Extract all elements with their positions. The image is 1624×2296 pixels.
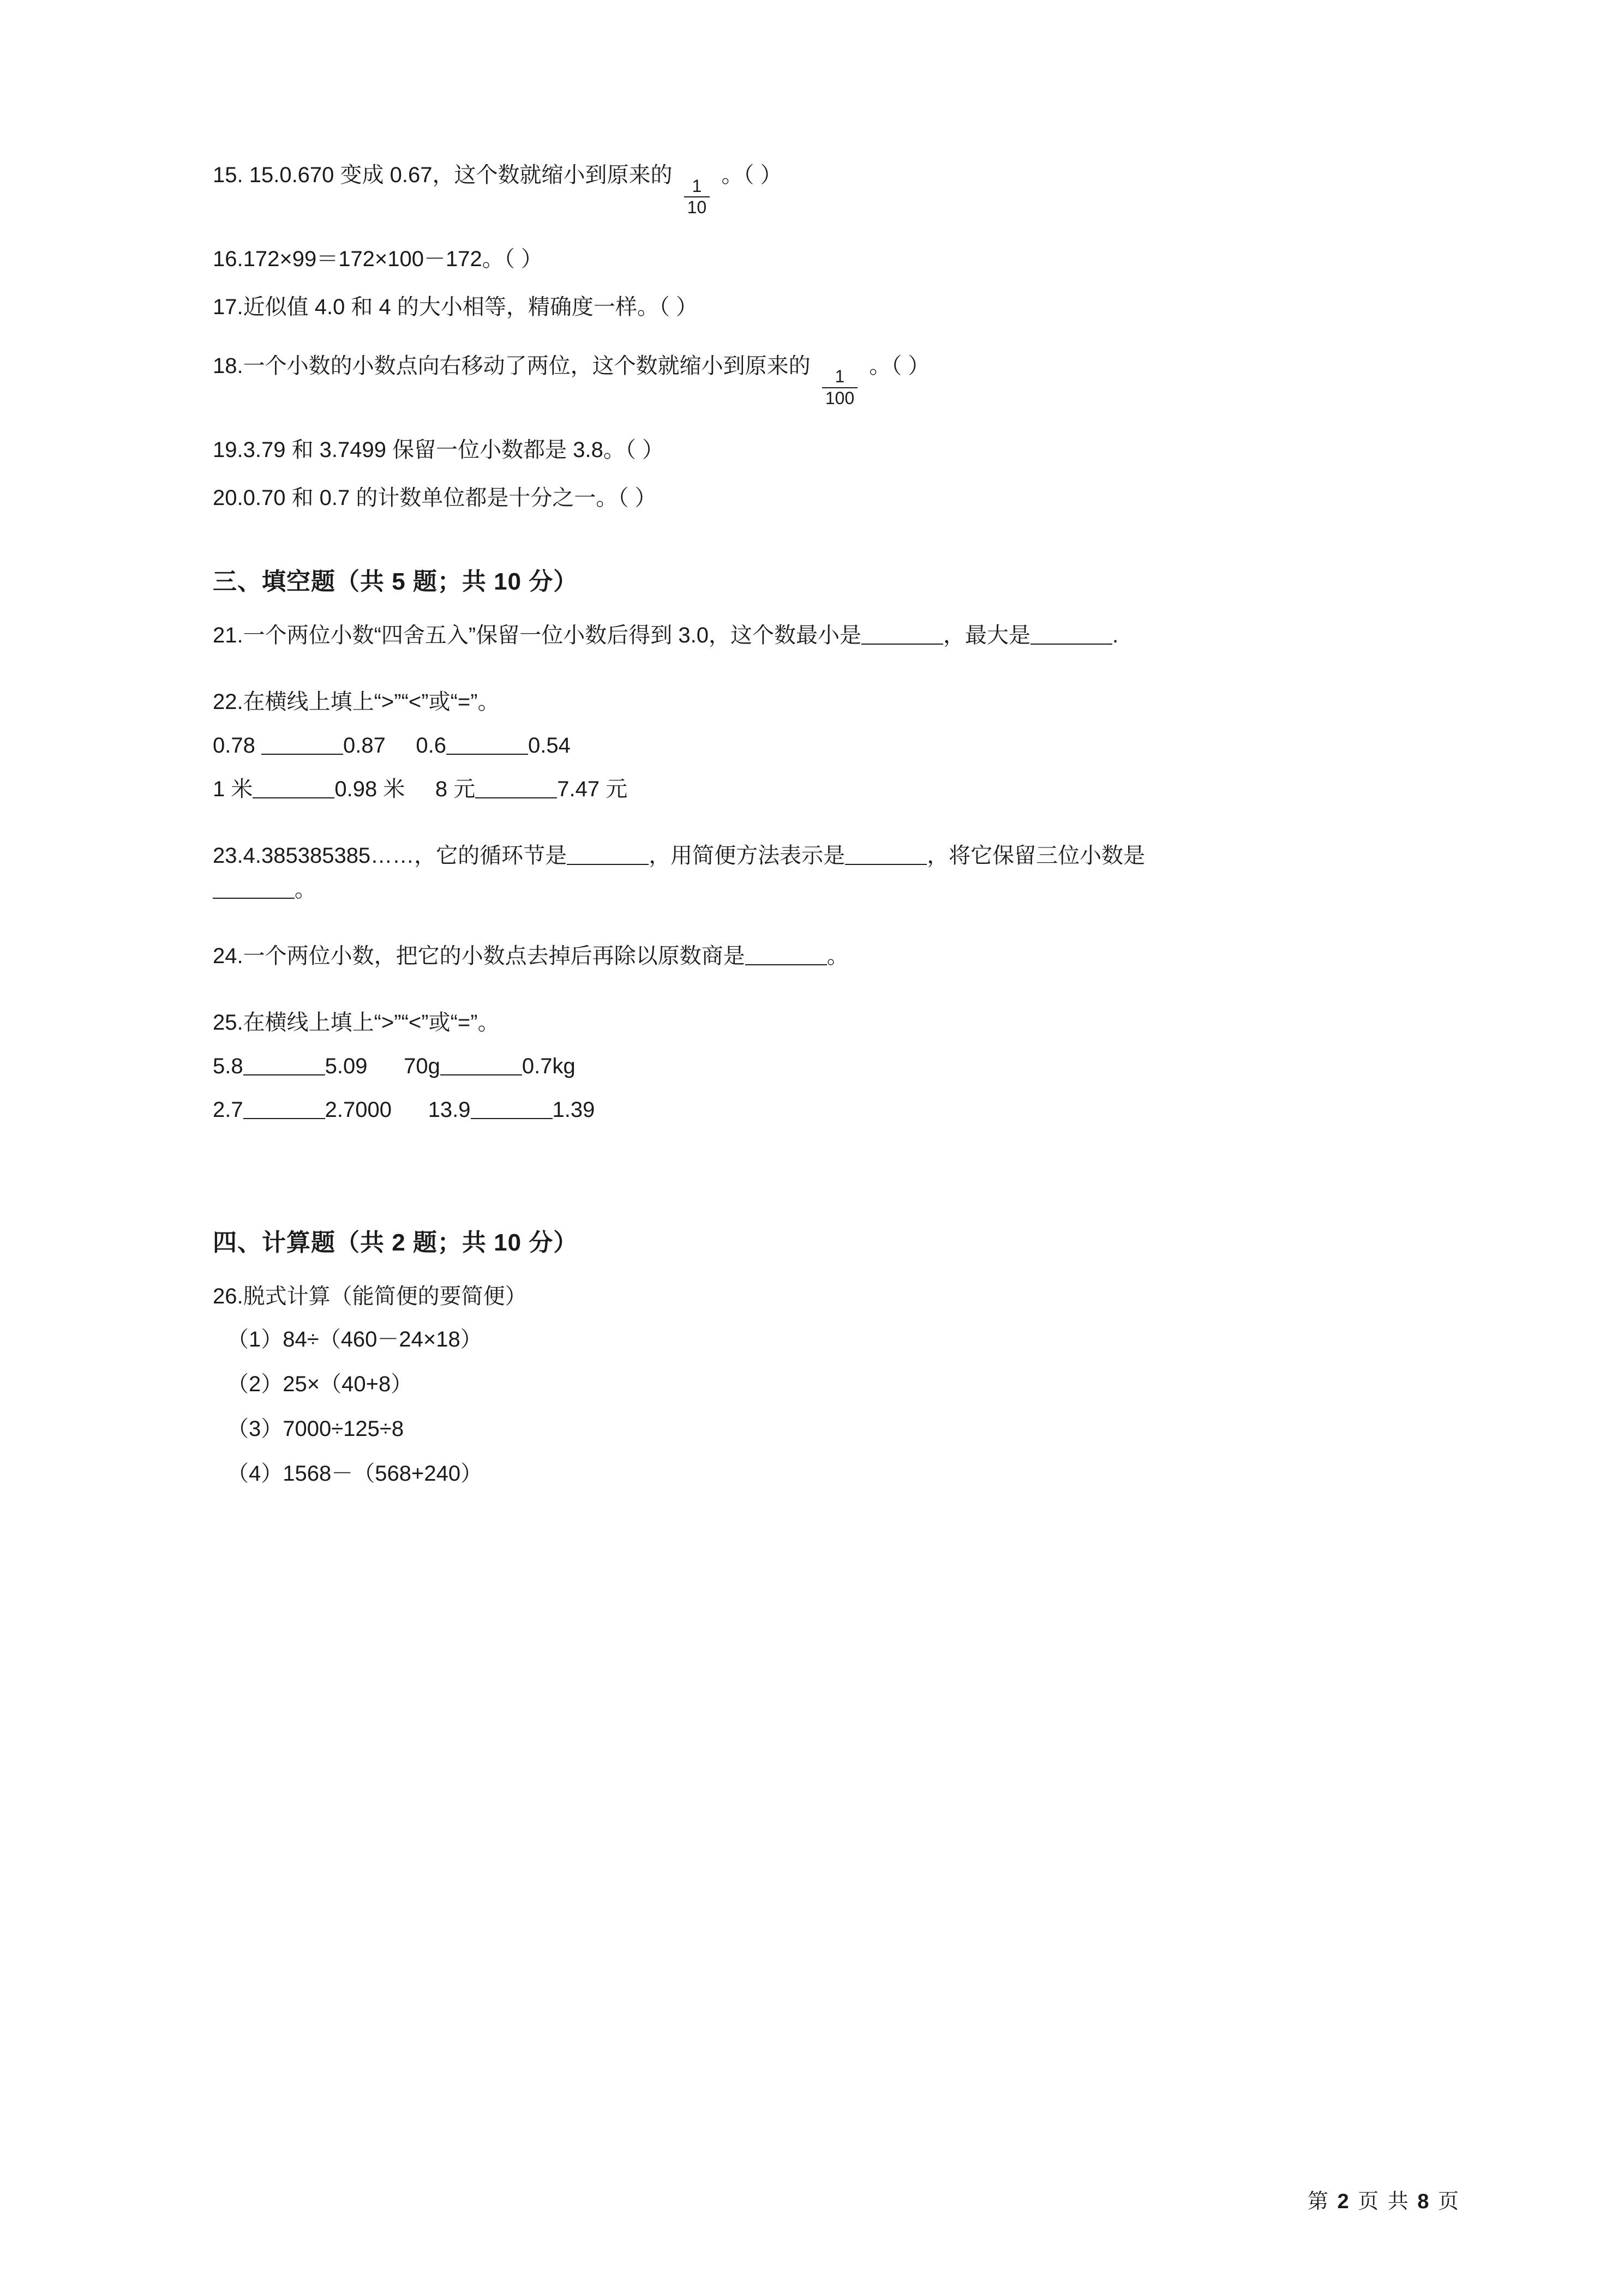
question-15-suffix: 。（ ） (721, 163, 782, 187)
answer-blank[interactable] (440, 1056, 522, 1075)
answer-blank[interactable] (861, 625, 943, 645)
answer-blank[interactable] (253, 779, 334, 798)
question-item-19: 19.3.79 和 3.7499 保留一位小数都是 3.8。（ ） (213, 437, 664, 462)
question-item-17: 17.近似值 4.0 和 4 的大小相等，精确度一样。（ ） (213, 294, 698, 319)
question-25-row-2 (213, 1093, 1429, 1127)
q25-r1-right2: 0.7kg (522, 1054, 576, 1078)
footer-middle: 页 共 (1358, 2190, 1410, 2213)
question-item-25-stem: 25.在横线上填上“>”“<”或“=”。 (213, 1010, 500, 1035)
question-15-prefix: 15. 15.0.670 变成 0.67，这个数就缩小到原来的 (213, 163, 673, 187)
q22-r2-right: 0.98 米 (334, 777, 405, 801)
section-spacer (213, 1141, 1429, 1176)
answer-blank[interactable] (567, 845, 649, 865)
page-footer (1308, 2184, 1460, 2214)
answer-blank[interactable] (243, 1056, 325, 1075)
answer-blank[interactable] (745, 946, 827, 965)
q22-r1-right: 0.87 (343, 733, 386, 758)
question-item-23 (213, 839, 1429, 906)
q22-r1-left: 0.78 (213, 733, 255, 758)
answer-blank[interactable] (213, 879, 295, 899)
question-22-row-1 (213, 729, 1429, 762)
question-21-part1: 21.一个两位小数“四舍五入”保留一位小数后得到 3.0，这个数最小是 (213, 623, 861, 647)
question-item-26-stem: 26.脱式计算（能简便的要简便） (213, 1284, 527, 1308)
q22-r2-left: 1 米 (213, 777, 253, 801)
section-title-fill-in-blank: 三、填空题（共 5 题；共 10 分） (213, 568, 578, 595)
question-23-part3: ，将它保留三位小数是 (927, 843, 1146, 868)
answer-blank[interactable] (471, 1099, 553, 1119)
question-item-22-stem: 22.在横线上填上“>”“<”或“=”。 (213, 689, 500, 714)
q25-r2-right2: 1.39 (552, 1097, 595, 1122)
q22-r2-right2: 7.47 元 (557, 777, 628, 801)
answer-blank[interactable] (1030, 625, 1112, 645)
question-item-15 (213, 158, 1429, 217)
question-item-24 (213, 939, 1429, 973)
q22-r1-left2: 0.6 (416, 733, 447, 758)
answer-blank[interactable] (475, 779, 557, 798)
answer-blank[interactable] (243, 1099, 325, 1119)
question-item-20: 20.0.70 和 0.7 的计数单位都是十分之一。（ ） (213, 485, 657, 510)
q22-r1-right2: 0.54 (528, 733, 571, 758)
question-23-part4: 。 (295, 877, 316, 901)
fraction-one-tenth (684, 177, 710, 217)
question-21-part3: . (1112, 623, 1119, 647)
question-24-part2: 。 (826, 943, 849, 968)
footer-suffix: 页 (1437, 2190, 1460, 2213)
fraction-denominator: 10 (684, 196, 710, 217)
question-item-16: 16.172×99＝172×100－172。（ ） (213, 247, 543, 271)
question-25-row-1 (213, 1049, 1429, 1083)
q25-r2-left2: 13.9 (428, 1097, 471, 1122)
calc-subitem-4: （4）1568－（568+240） (227, 1461, 483, 1486)
calc-subitem-1: （1）84÷（460－24×18） (227, 1327, 482, 1351)
fraction-denominator: 100 (822, 387, 858, 408)
question-22-row-2 (213, 772, 1429, 806)
calc-subitem-3: （3）7000÷125÷8 (227, 1416, 404, 1441)
question-18-prefix: 18.一个小数的小数点向右移动了两位，这个数就缩小到原来的 (213, 353, 811, 378)
q25-r1-right: 5.09 (325, 1054, 368, 1078)
page-content (213, 158, 1429, 1502)
question-23-part1: 23.4.385385385……，它的循环节是 (213, 843, 567, 868)
footer-total-pages: 8 (1417, 2190, 1431, 2213)
answer-blank[interactable] (261, 735, 343, 755)
question-item-21 (213, 618, 1429, 652)
question-18-suffix: 。（ ） (869, 353, 930, 378)
q25-r1-left2: 70g (404, 1054, 440, 1078)
question-21-part2: ，最大是 (943, 623, 1030, 647)
fraction-numerator: 1 (835, 366, 845, 387)
calc-subitem-2: （2）25×（40+8） (227, 1372, 413, 1396)
section-title-calculation: 四、计算题（共 2 题；共 10 分） (213, 1229, 578, 1256)
fraction-numerator: 1 (692, 176, 702, 196)
q22-r2-left2: 8 元 (435, 777, 476, 801)
footer-prefix: 第 (1307, 2190, 1330, 2213)
question-item-18 (213, 349, 1429, 408)
fraction-one-hundredth (822, 368, 858, 407)
q25-r1-left: 5.8 (213, 1054, 243, 1078)
q25-r2-left: 2.7 (213, 1097, 243, 1122)
footer-page-number: 2 (1337, 2190, 1351, 2213)
q25-r2-right: 2.7000 (325, 1097, 392, 1122)
answer-blank[interactable] (446, 735, 528, 755)
question-23-part2: ，用简便方法表示是 (649, 843, 846, 868)
answer-blank[interactable] (845, 845, 927, 865)
question-24-part1: 24.一个两位小数，把它的小数点去掉后再除以原数商是 (213, 943, 745, 968)
